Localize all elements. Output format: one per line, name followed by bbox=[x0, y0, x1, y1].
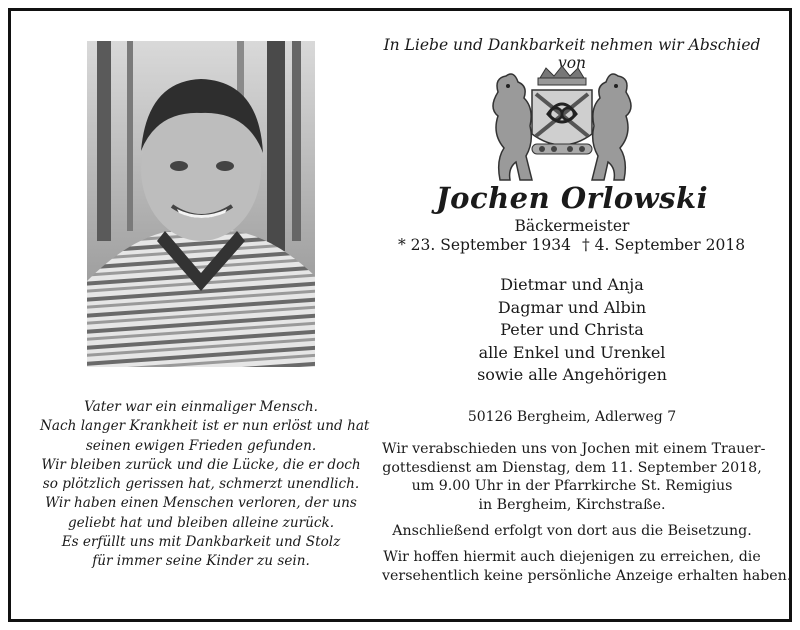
intro-text: In Liebe und Dankbarkeit nehmen wir Abschied von bbox=[383, 36, 761, 72]
service-line: in Bergheim, Kirchstraße. bbox=[478, 496, 666, 513]
poem bbox=[40, 398, 370, 572]
family-member: sowie alle Angehörigen bbox=[477, 365, 667, 384]
poem-line: für immer seine Kinder zu sein. bbox=[92, 553, 310, 570]
poem-line: so plötzlich gerissen hat, schmerzt unendlich. bbox=[42, 476, 360, 493]
family-member: Dagmar und Albin bbox=[497, 297, 647, 317]
family-member: Peter und Christa bbox=[500, 320, 644, 339]
service-line: Wir verabschieden uns von Jochen mit einem Trauer- bbox=[382, 441, 766, 457]
service-info bbox=[382, 440, 766, 514]
closing-line: versehentlich keine persönliche Anzeige erhalten haben. bbox=[382, 567, 792, 584]
birth-date: * 23. September 1934 bbox=[398, 236, 571, 254]
poem-line: Vater war ein einmaliger Mensch. bbox=[84, 399, 318, 415]
family-list bbox=[382, 274, 762, 387]
poem-line: Wir haben einen Menschen verloren, der uns bbox=[45, 495, 357, 512]
poem-line: geliebt hat und bleiben alleine zurück. bbox=[67, 514, 335, 531]
closing-note bbox=[382, 548, 792, 585]
address: 50126 Bergheim, Adlerweg 7 bbox=[467, 409, 677, 425]
portrait-photo bbox=[87, 41, 315, 367]
poem-line: Es erfüllt uns mit Dankbarkeit und Stolz bbox=[61, 534, 341, 551]
burial-note: Anschließend erfolgt von dort aus die Beisetzung. bbox=[392, 523, 752, 539]
closing-line: Wir hoffen hiermit auch diejenigen zu erreichen, die bbox=[383, 549, 761, 565]
poem-line: Wir bleiben zurück und die Lücke, die er doch bbox=[41, 456, 361, 473]
poem-line: seinen ewigen Frieden gefunden. bbox=[85, 437, 317, 454]
death-date: † 4. September 2018 bbox=[582, 236, 746, 254]
service-line: um 9.00 Uhr in der Pfarrkirche St. Remigius bbox=[411, 478, 733, 495]
profession: Bäckermeister bbox=[514, 217, 630, 235]
deceased-name: Jochen Orlowski bbox=[435, 181, 709, 215]
family-member: Dietmar und Anja bbox=[500, 275, 644, 294]
bakers-guild-crest-icon bbox=[484, 64, 640, 184]
poem-line: Nach langer Krankheit ist er nun erlöst und hat bbox=[40, 418, 370, 435]
family-member: alle Enkel und Urenkel bbox=[478, 342, 666, 362]
service-line: gottesdienst am Dienstag, dem 11. September 2018, bbox=[382, 459, 762, 476]
